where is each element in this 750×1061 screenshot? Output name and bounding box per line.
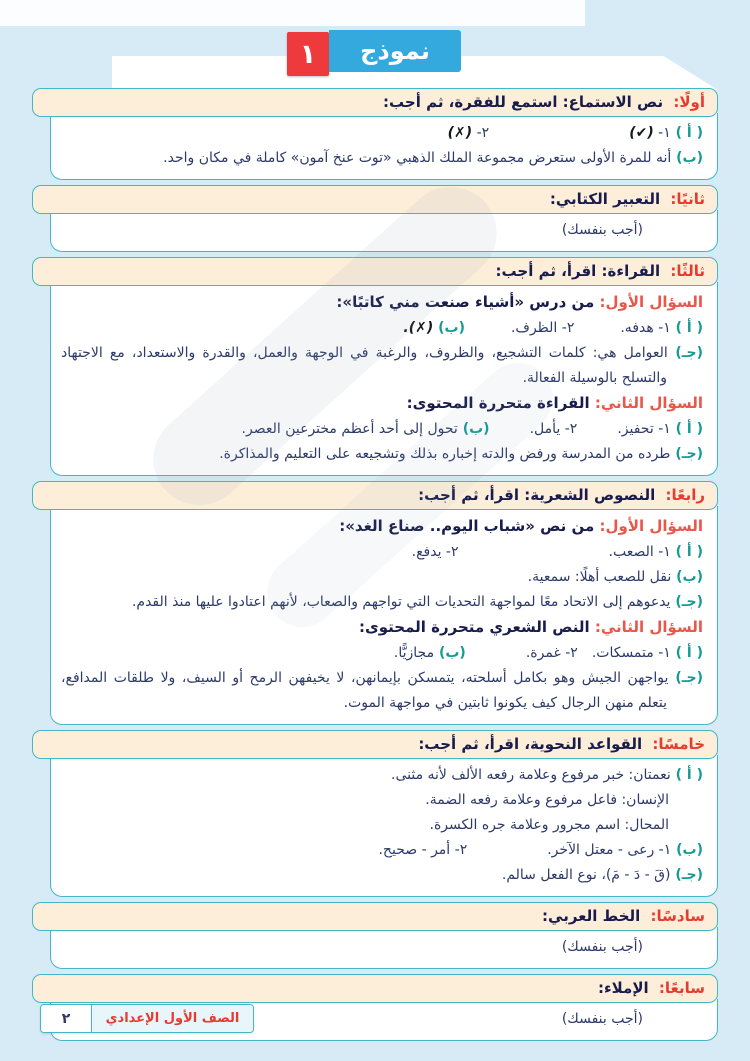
- answer-item-label: (جـ): [668, 670, 704, 686]
- section-title: التعبير الكتابي:: [549, 190, 661, 208]
- section-number-label: سابعًا:: [658, 979, 705, 997]
- answer-item-label: (جـ): [667, 345, 703, 361]
- answer-line: [61, 935, 703, 960]
- answer-line: [61, 442, 703, 467]
- answer-line: [61, 838, 703, 863]
- section-title: النصوص الشعرية: اقرأ، ثم أجب:: [418, 486, 656, 504]
- answer-text: (أجب بنفسك): [561, 222, 643, 238]
- page-footer: [40, 1004, 254, 1033]
- answer-text: تحول إلى أحد أعظم مخترعين العصر.: [241, 421, 458, 437]
- answer-text: نقل للصعب أهلًا: سمعية.: [527, 569, 672, 585]
- section-title: الإملاء:: [597, 979, 649, 997]
- answer-item-label: (جـ): [670, 594, 703, 610]
- section-header-tab: [32, 902, 718, 931]
- answer-line: [61, 316, 703, 341]
- answer-item-label: ( أ ): [670, 421, 703, 437]
- answer-text: يواجهن الجيش وهو بكامل أسلحته، يتمسكن بإيمانهن، لا يخيفهن الرمح أو السيف، ولا طلقات المدافع، يتعلم منهن الرجال كيف يكونوا ثابتين في مواجهة الموت.: [61, 670, 669, 711]
- answer-text: مجازيًّا.: [393, 645, 435, 661]
- section-number-label: أولًا:: [673, 93, 705, 111]
- question-title: من درس «أشياء صنعت مني كاتبًا»:: [336, 293, 600, 311]
- answer-text: يدعوهم إلى الاتحاد معًا لمواجهة التحديات التي تواجهم والصعاب، لأنهم اعتادوا عليها منذ القدم.: [131, 594, 671, 610]
- answer-text: العوامل هي: كلمات التشجيع، والظروف، والرغبة في الوجهة والعمل، والقدرة والاستعداد، مع الاجتهاد والتسلح بالوسيلة الفعالة.: [61, 345, 668, 386]
- answer-line: [61, 514, 703, 540]
- grade-label-box: [92, 1005, 253, 1032]
- section-header-tab: [32, 481, 718, 510]
- section-body: [50, 927, 718, 969]
- answer-line: [61, 146, 703, 171]
- answer-item-label: (ب): [433, 320, 465, 336]
- answer-line: [61, 218, 703, 243]
- answer-line: [61, 121, 703, 146]
- model-banner: [287, 30, 461, 72]
- section-body: [50, 113, 718, 180]
- answer-item-label: ( أ ): [670, 320, 703, 336]
- question-title: القراءة متحررة المحتوى:: [406, 394, 595, 412]
- answer-text: ٢- يأمل.: [529, 421, 578, 437]
- answer-item-label: (ب): [671, 569, 703, 585]
- section-card: [32, 730, 718, 897]
- section-card: [32, 257, 718, 476]
- answer-item-label: ( أ ): [670, 125, 703, 141]
- section-header-tab: [32, 974, 718, 1003]
- section-number-label: خامسًا:: [652, 735, 705, 753]
- answer-line: [61, 763, 703, 788]
- answer-text: ٢- غمرة.: [525, 645, 578, 661]
- answer-line: [61, 666, 703, 716]
- answer-text: ١- الصعب.: [608, 544, 671, 560]
- answer-text: ١- هدفه.: [620, 320, 671, 336]
- page-number: ٢: [61, 1010, 71, 1027]
- section-number-label: رابعًا:: [665, 486, 705, 504]
- section-title: القواعد النحوية، اقرأ، ثم أجب:: [418, 735, 643, 753]
- question-label: السؤال الأول:: [599, 293, 703, 311]
- section-number-label: ثانيًا:: [670, 190, 705, 208]
- answer-item-label: (جـ): [670, 867, 703, 883]
- answer-text: ١- رعى - معتل الآخر.: [547, 842, 672, 858]
- section-title: نص الاستماع: استمع للفقرة، ثم أجب:: [383, 93, 664, 111]
- section-header-tab: [32, 730, 718, 759]
- section-header-tab: [32, 88, 718, 117]
- answer-line: [61, 863, 703, 888]
- model-title: [329, 30, 461, 72]
- scan-edge-strip: [0, 0, 585, 26]
- answer-text: ٢- أمر - صحيح.: [378, 842, 468, 858]
- answer-item-label: ( أ ): [670, 767, 703, 783]
- answer-mark: (✔): [629, 125, 654, 141]
- answer-line: [61, 590, 703, 615]
- answer-text: أنه للمرة الأولى ستعرض مجموعة الملك الذهبي «توت عنخ آمون» كاملة في مكان واحد.: [163, 150, 672, 166]
- grade-label: الصف الأول الإعدادي: [105, 1011, 240, 1026]
- answer-item-label: (جـ): [670, 446, 703, 462]
- question-label: السؤال الأول:: [599, 517, 703, 535]
- answer-text: ٢-: [472, 125, 490, 141]
- page-number-box: [41, 1005, 92, 1032]
- answer-line: [61, 788, 703, 813]
- answer-line: [61, 417, 703, 442]
- answer-text: (أجب بنفسك): [561, 939, 643, 955]
- question-label: السؤال الثاني:: [594, 394, 703, 412]
- section-number-label: سادسًا:: [650, 907, 705, 925]
- answer-mark: (✗): [447, 125, 473, 141]
- answer-item-label: (ب): [671, 150, 703, 166]
- question-title: من نص «شباب اليوم.. صناع الغد»:: [339, 517, 600, 535]
- answer-text: المحال: اسم مجرور وعلامة جره الكسرة.: [429, 817, 669, 833]
- sections-container: [32, 88, 718, 1041]
- answer-text: طرده من المدرسة ورفض والدته إخباره بذلك وتشجيعه على التعليم والمذاكرة.: [219, 446, 671, 462]
- answer-text: ١- تحفيز.: [617, 421, 671, 437]
- section-number-label: ثالثًا:: [670, 262, 705, 280]
- section-card: [32, 88, 718, 180]
- answer-line: [61, 813, 703, 838]
- answer-text: ١-: [653, 125, 671, 141]
- answer-text: نعمتان: خبر مرفوع وعلامة رفعه الألف لأنه مثنى.: [391, 767, 671, 783]
- section-card: [32, 902, 718, 969]
- section-body: [50, 282, 718, 476]
- answer-text: (أجب بنفسك): [561, 1011, 643, 1027]
- answer-item-label: (ب): [671, 842, 703, 858]
- answer-text: ٢- يدفع.: [411, 544, 459, 560]
- answer-item-label: (ب): [434, 645, 466, 661]
- answer-item-label: ( أ ): [670, 645, 703, 661]
- section-body: [50, 506, 718, 725]
- answer-line: [61, 391, 703, 417]
- answer-text: ٢- الظرف.: [510, 320, 575, 336]
- section-card: [32, 185, 718, 252]
- section-body: [50, 210, 718, 252]
- answer-line: [61, 540, 703, 565]
- answer-line: [61, 341, 703, 391]
- section-body: [50, 755, 718, 897]
- section-card: [32, 481, 718, 725]
- answer-text: الإنسان: فاعل مرفوع وعلامة رفعه الضمة.: [425, 792, 669, 808]
- answer-item-label: (ب): [457, 421, 490, 437]
- answer-mark: (✗).: [403, 320, 434, 336]
- answer-item-label: ( أ ): [670, 544, 703, 560]
- answer-line: [61, 615, 703, 641]
- model-number-badge: [287, 32, 329, 76]
- answer-text: (قَ - دَ - مَ)، نوع الفعل سالم.: [501, 867, 671, 883]
- section-title: الخط العربي:: [542, 907, 641, 925]
- answer-line: [61, 565, 703, 590]
- question-title: النص الشعري متحررة المحتوى:: [359, 618, 595, 636]
- answer-line: [61, 290, 703, 316]
- model-title-text: نموذج: [360, 37, 430, 65]
- model-number: ١: [299, 38, 317, 70]
- answer-line: [61, 641, 703, 666]
- section-header-tab: [32, 185, 718, 214]
- section-header-tab: [32, 257, 718, 286]
- answer-text: ١- متمسكات.: [591, 645, 671, 661]
- section-title: القراءة: اقرأ، ثم أجب:: [495, 262, 661, 280]
- question-label: السؤال الثاني:: [594, 618, 703, 636]
